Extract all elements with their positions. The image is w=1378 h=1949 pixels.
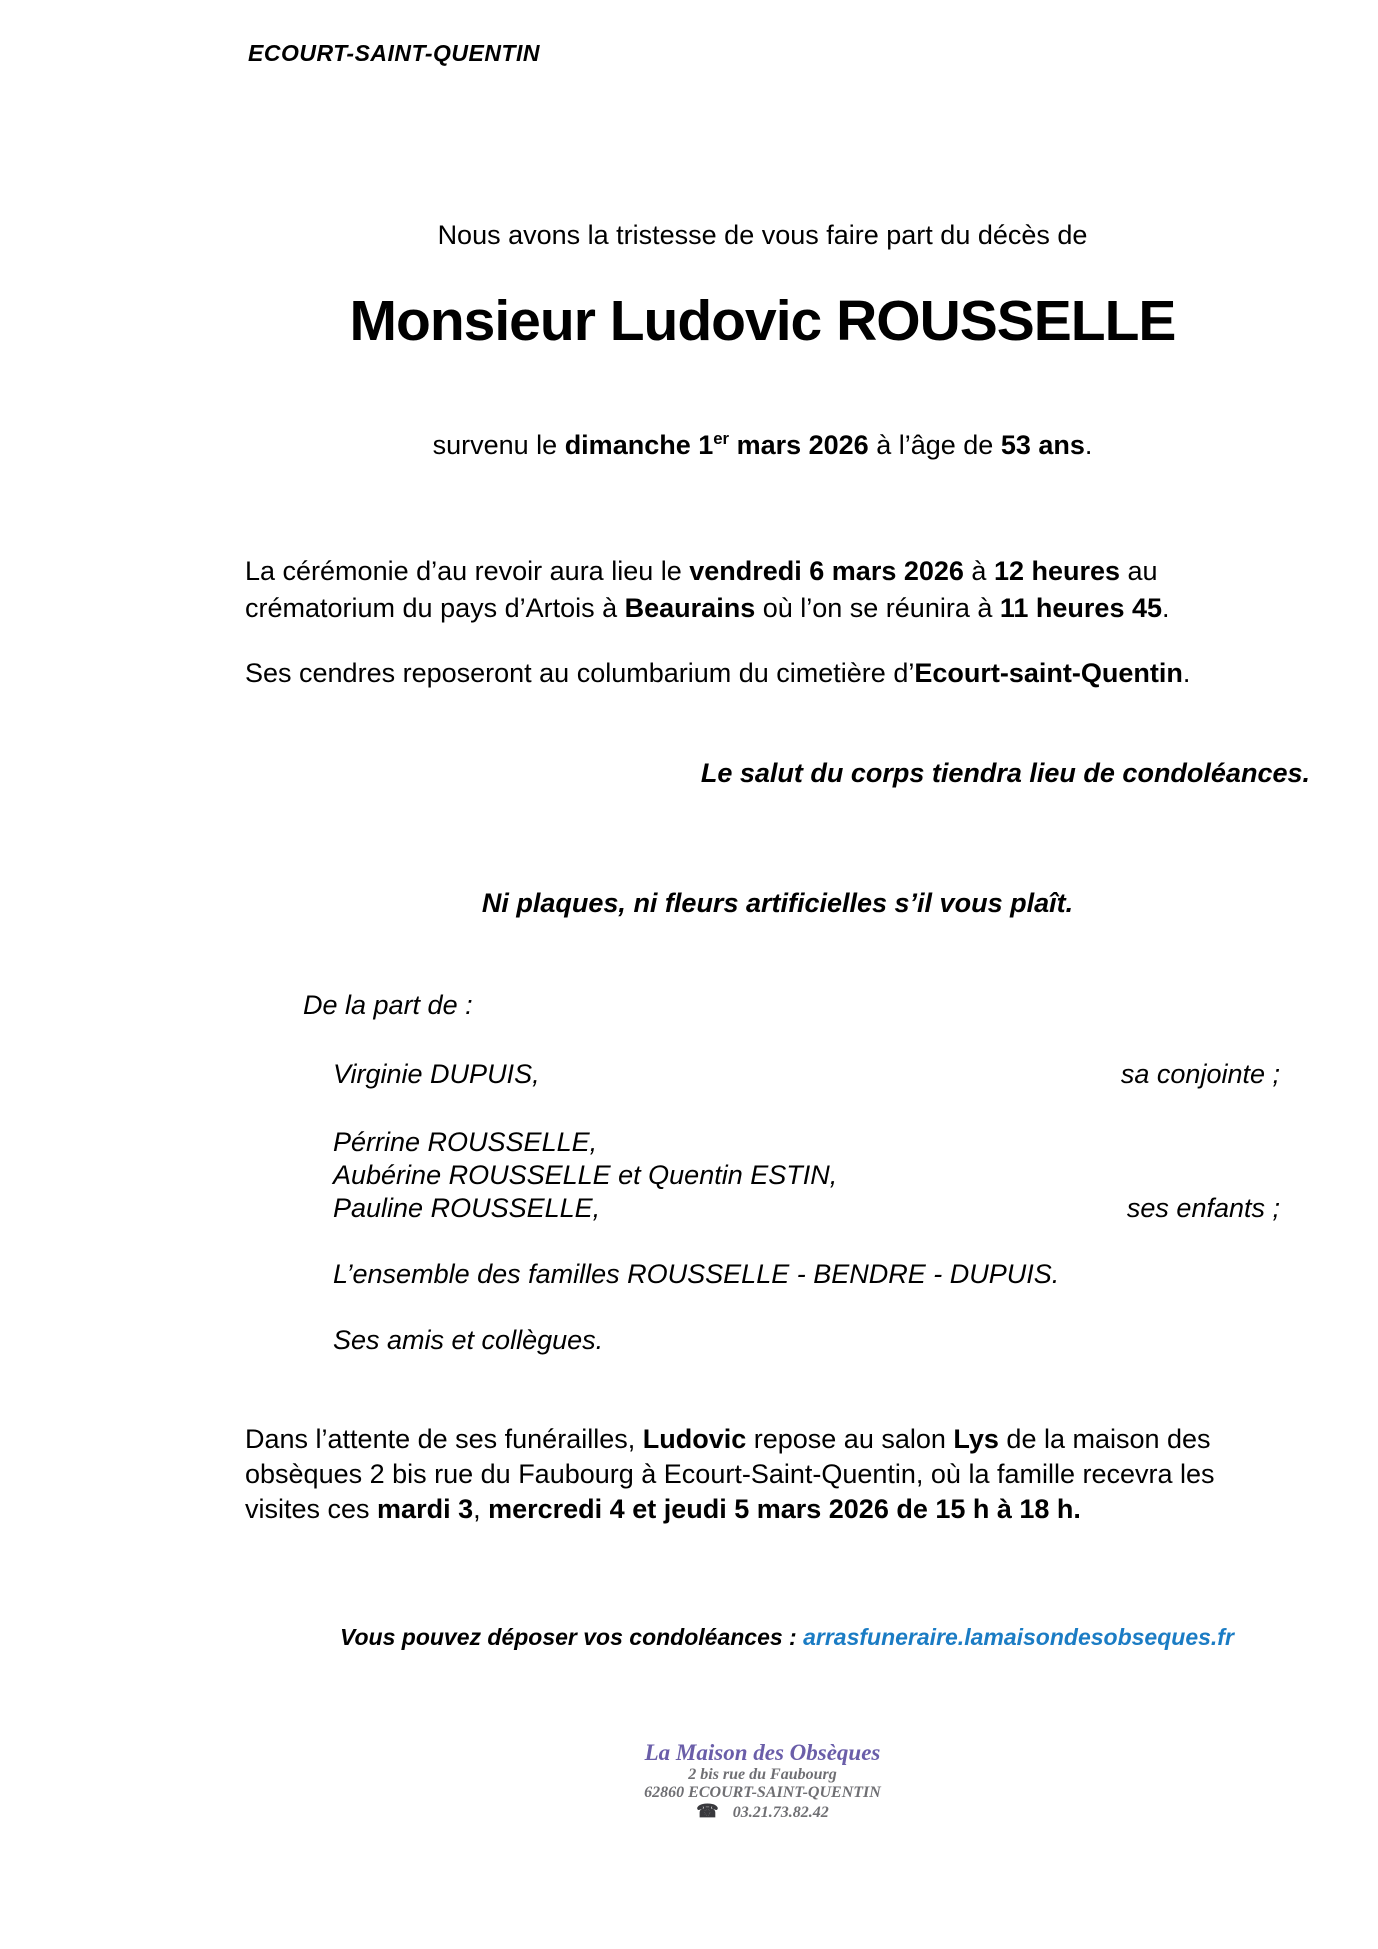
funeral-home-name: La Maison des Obsèques [644,1740,881,1765]
deceased-name-title: Monsieur Ludovic ROUSSELLE [349,289,1176,353]
salut-du-corps-line: Le salut du corps tiendra lieu de condoléances. [700,758,1310,788]
family-relation: sa conjointe ; [1120,1059,1280,1089]
family-row-child [333,1126,1280,1159]
condolences-line [340,1624,1234,1651]
death-date-line: survenu le dimanche 1er mars 2026 à l’âge de 53 ans. [432,429,1093,460]
family-row-friends [333,1324,1280,1357]
family-children-block [333,1126,1280,1225]
telephone-icon: ☎ [696,1801,719,1821]
family-row-families [333,1258,1280,1291]
family-relation: ses enfants ; [1126,1193,1280,1223]
funeral-home-footer [245,1740,1280,1822]
de-la-part-label: De la part de : [303,990,473,1020]
family-name: Pérrine ROUSSELLE, [333,1127,598,1157]
family-name: L’ensemble des familles ROUSSELLE - BENDRE - DUPUIS. [333,1259,1060,1289]
condolences-link[interactable]: arrasfuneraire.lamaisondesobseques.fr [803,1624,1234,1650]
condolences-prefix: Vous pouvez déposer vos condoléances : [340,1624,804,1650]
family-name: Virginie DUPUIS, [333,1059,540,1089]
no-plaques-line: Ni plaques, ni fleurs artificielles s’il vous plaît. [481,888,1074,918]
family-row-child [333,1159,1280,1192]
family-name: Aubérine ROUSSELLE et Quentin ESTIN, [333,1160,838,1190]
commune-header: ECOURT-SAINT-QUENTIN [248,40,540,66]
family-list [333,1058,1280,1357]
family-name: Pauline ROUSSELLE, [333,1193,601,1223]
ashes-paragraph: Ses cendres reposeront au columbarium du cimetière d’Ecourt-saint-Quentin. [245,658,1191,688]
family-name: Ses amis et collègues. [333,1325,604,1355]
intro-line: Nous avons la tristesse de vous faire part du décès de [437,220,1088,250]
family-row-child [333,1192,1280,1225]
funeral-home-address-street: 2 bis rue du Faubourg [688,1766,837,1783]
phone-number: 03.21.73.82.42 [732,1804,829,1821]
wake-paragraph: Dans l’attente de ses funérailles, Ludovic repose au salon Lys de la maison des obsèques 2 bis rue du Faubourg à Ecourt-Saint-Quentin, où la famille recevra les visites ces mardi 3, mercredi 4 et jeudi 5 mars 2026 de 15 h à 18 h. [245,1424,1215,1524]
funeral-home-address-city: 62860 ECOURT-SAINT-QUENTIN [644,1784,881,1801]
funeral-home-phone [245,1802,1280,1822]
family-row-conjointe [333,1058,1280,1091]
ceremony-paragraph: La cérémonie d’au revoir aura lieu le vendredi 6 mars 2026 à 12 heures au crématorium du pays d’Artois à Beaurains où l’on se réunira à 11 heures 45. [245,556,1170,623]
